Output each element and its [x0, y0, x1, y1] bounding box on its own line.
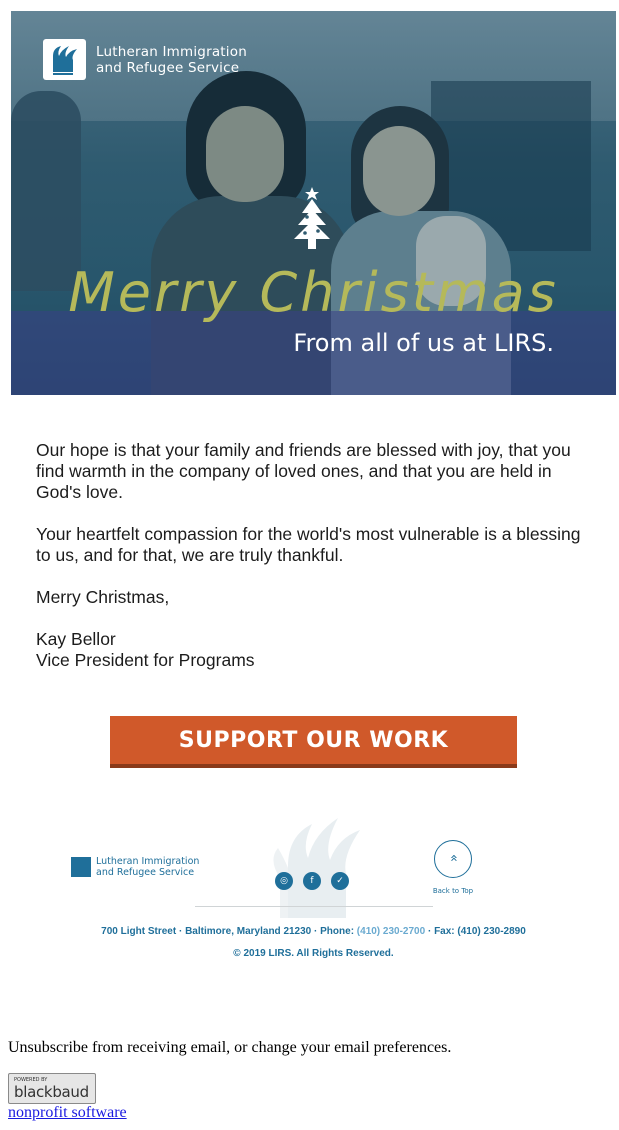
letter-closing: Merry Christmas,: [36, 587, 170, 607]
footer-logo-line1: Lutheran Immigration: [96, 856, 200, 867]
merry-christmas-heading: Merry Christmas: [68, 261, 559, 324]
unsubscribe-text[interactable]: Unsubscribe from receiving email, or change your email preferences.: [8, 1039, 452, 1056]
hero-curtain-far-right: [511, 81, 591, 251]
christmas-tree-icon: [288, 187, 336, 253]
hero-girl-face: [363, 126, 435, 216]
badge-powered-by: POWERED BY: [14, 1077, 48, 1083]
letter-paragraph-1: Our hope is that your family and friends are blessed with joy, that you find warmth in the company of loved ones, and that you are held in God's love.: [36, 440, 571, 502]
hero-logo: [43, 39, 247, 80]
hero-banner: [11, 11, 616, 395]
back-to-top-button[interactable]: [432, 840, 474, 895]
hero-logo-text: [96, 44, 247, 76]
footer-divider: [195, 906, 433, 907]
nonprofit-software-link[interactable]: nonprofit software: [8, 1104, 127, 1121]
phone-link[interactable]: (410) 230-2700: [356, 926, 426, 937]
hero-subline: From all of us at LIRS.: [293, 329, 554, 357]
hero-mother-face: [206, 106, 284, 202]
letter-paragraph-2: Your heartfelt compassion for the world's most vulnerable is a blessing to us, and for that, we are truly thankful.: [36, 524, 581, 565]
back-to-top-label: Back to Top: [432, 887, 474, 895]
hero-logo-line1: Lutheran Immigration: [96, 43, 247, 60]
signer-name: Kay Bellor: [36, 629, 116, 649]
hero-logo-line2: and Refugee Service: [96, 59, 240, 76]
footer-logo[interactable]: [71, 856, 199, 878]
fax-text: · Fax: (410) 230-2890: [425, 926, 526, 937]
footer-logo-line2: and Refugee Service: [96, 867, 195, 878]
signer-title: Vice President for Programs: [36, 650, 255, 670]
letter-body: [36, 440, 596, 671]
footer-logo-mark-icon: [71, 857, 91, 877]
footer-copyright: © 2019 LIRS. All Rights Reserved.: [233, 948, 394, 959]
powered-by-blackbaud-badge[interactable]: [8, 1073, 96, 1104]
footer-address: [0, 926, 619, 937]
flame-watermark-icon: [258, 808, 362, 926]
instagram-icon[interactable]: ◎: [275, 872, 293, 890]
footer-logo-text: [96, 856, 199, 878]
address-prefix: 700 Light Street · Baltimore, Maryland 21230 · Phone:: [101, 926, 357, 937]
twitter-icon[interactable]: ✓: [331, 872, 349, 890]
chevron-double-up-icon: [434, 840, 472, 878]
support-our-work-button[interactable]: SUPPORT OUR WORK: [110, 716, 517, 768]
facebook-icon[interactable]: f: [303, 872, 321, 890]
back-to-top-glyph: «: [446, 854, 461, 862]
lirs-logo-mark-icon: [43, 39, 86, 80]
badge-blackbaud: blackbaud: [14, 1083, 89, 1101]
